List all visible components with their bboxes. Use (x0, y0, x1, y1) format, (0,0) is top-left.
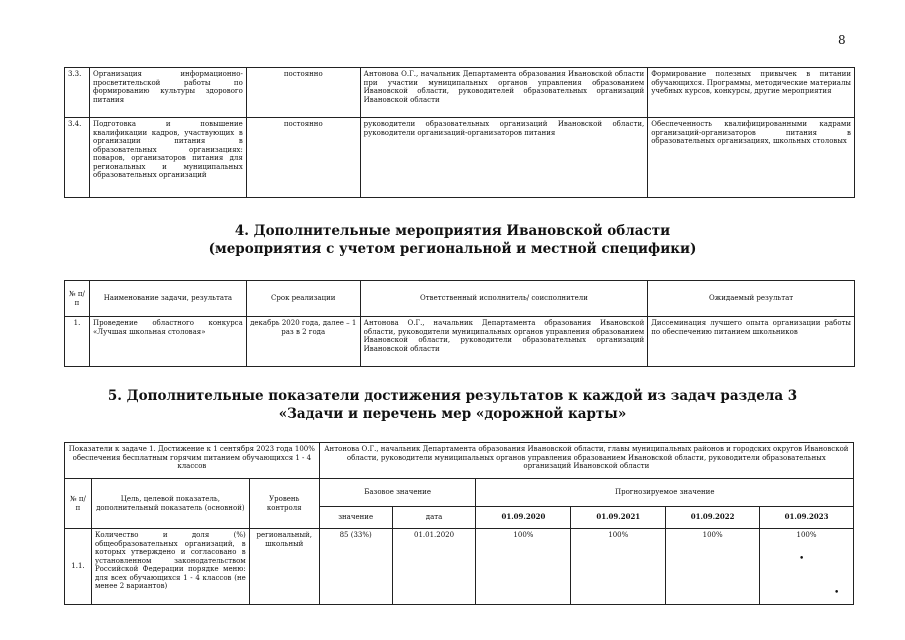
col-header-date: 01.09.2022 (666, 507, 760, 529)
responsible-cell: Антонова О.Г., начальник Департамента образования Ивановской области, руководители муниципальных органов управления образованием Ивановской области, руководители образовательных организаций Ивановской области (360, 317, 648, 367)
col-header-responsible: Ответственный исполнитель/ соисполнители (360, 281, 648, 317)
col-header-base-value: значение (319, 507, 392, 529)
col-header-date: 01.09.2020 (476, 507, 571, 529)
result-cell: Диссеминация лучшего опыта организации работы по обеспечению питанием школьников (648, 317, 855, 367)
forecast-cell: 100% (666, 529, 760, 605)
task-responsible: Антонова О.Г., начальник Департамента образования Ивановской области, главы муниципальных районов и городских округов Ивановской области, руководители муниципальных органов управления образованием Ивановской области, руководители образовательных организаций Ивановской области (319, 443, 853, 479)
term-cell: постоянно (246, 118, 360, 198)
section4-subtitle: (мероприятия с учетом региональной и местной специфики) (208, 241, 697, 257)
forecast-cell: 100% (571, 529, 666, 605)
task-header: Показатели к задаче 1. Достижение к 1 сентября 2023 года 100% обеспечения бесплатным горячим питанием обучающихся 1 - 4 классов (65, 443, 320, 479)
page-number: 8 (838, 33, 846, 47)
col-header-forecast: Прогнозируемое значение (476, 479, 854, 507)
row-number: 1. (65, 317, 90, 367)
col-header-num: № п/п (65, 281, 90, 317)
table-row (65, 529, 854, 605)
header-row (65, 479, 854, 507)
task-cell: Организация информационно-просветительской работы по формированию культуры здорового питания (89, 68, 246, 118)
forecast-cell: 100% (760, 529, 854, 605)
table-row (65, 118, 855, 198)
base-date-cell: 01.01.2020 (392, 529, 476, 605)
section5-table (64, 442, 854, 605)
forecast-cell: 100% (476, 529, 571, 605)
task-header-row (65, 443, 854, 479)
header-row (65, 281, 855, 317)
col-header-base: Базовое значение (319, 479, 476, 507)
col-header-indicator: Цель, целевой показатель, дополнительный показатель (основной) (91, 479, 249, 529)
result-cell: Обеспеченность квалифицированными кадрами организаций-организаторов питания в образовательных организациях, школьных столовых (648, 118, 855, 198)
responsible-cell: руководители образовательных организаций Ивановской области, руководители организаций-организаторов питания (360, 118, 648, 198)
section4-table (64, 280, 855, 367)
section4-title: 4. Дополнительные мероприятия Ивановской области (234, 223, 671, 239)
level-cell: региональный, школьный (249, 529, 319, 605)
term-cell: постоянно (246, 68, 360, 118)
row-number: 3.3. (65, 68, 90, 118)
continuation-table (64, 67, 855, 198)
col-header-result: Ожидаемый результат (648, 281, 855, 317)
task-cell: Подготовка и повышение квалификации кадров, участвующих в организации питания в образовательных организациях: поваров, организаторов питания для региональных и муниципальных образовательных организаций (89, 118, 246, 198)
row-number: 3.4. (65, 118, 90, 198)
col-header-term: Срок реализации (246, 281, 360, 317)
col-header-date: 01.09.2023 (760, 507, 854, 529)
table-row (65, 68, 855, 118)
col-header-level: Уровень контроля (249, 479, 319, 529)
table-row (65, 317, 855, 367)
row-number: 1.1. (65, 529, 92, 605)
scan-speck: • (834, 588, 840, 598)
responsible-cell: Антонова О.Г., начальник Департамента образования Ивановской области при участии муниципальных органов управления образованием Ивановской области, руководителей образовательных организаций Ивановской области (360, 68, 648, 118)
task-cell: Проведение областного конкурса «Лучшая школьная столовая» (89, 317, 246, 367)
term-cell: декабрь 2020 года, далее – 1 раз в 2 года (246, 317, 360, 367)
section5-title: 5. Дополнительные показатели достижения результатов к каждой из задач раздела 3 (107, 388, 798, 404)
result-cell: Формирование полезных привычек в питании обучающихся. Программы, методические материалы учебных курсов, конкурсы, другие мероприятия (648, 68, 855, 118)
indicator-cell: Количество и доля (%) общеобразовательных организаций, в которых утверждено и согласовано в установленном законодательством Российской Федерации порядке меню: для всех обучающихся 1 - 4 классов (не менее 2 вариантов) (91, 529, 249, 605)
section5-subtitle: «Задачи и перечень мер «дорожной карты» (278, 406, 627, 422)
base-value-cell: 85 (33%) (319, 529, 392, 605)
scan-speck: • (799, 554, 805, 564)
col-header-task: Наименование задачи, результата (89, 281, 246, 317)
col-header-date: 01.09.2021 (571, 507, 666, 529)
col-header-num: № п/п (65, 479, 92, 529)
col-header-base-date: дата (392, 507, 476, 529)
